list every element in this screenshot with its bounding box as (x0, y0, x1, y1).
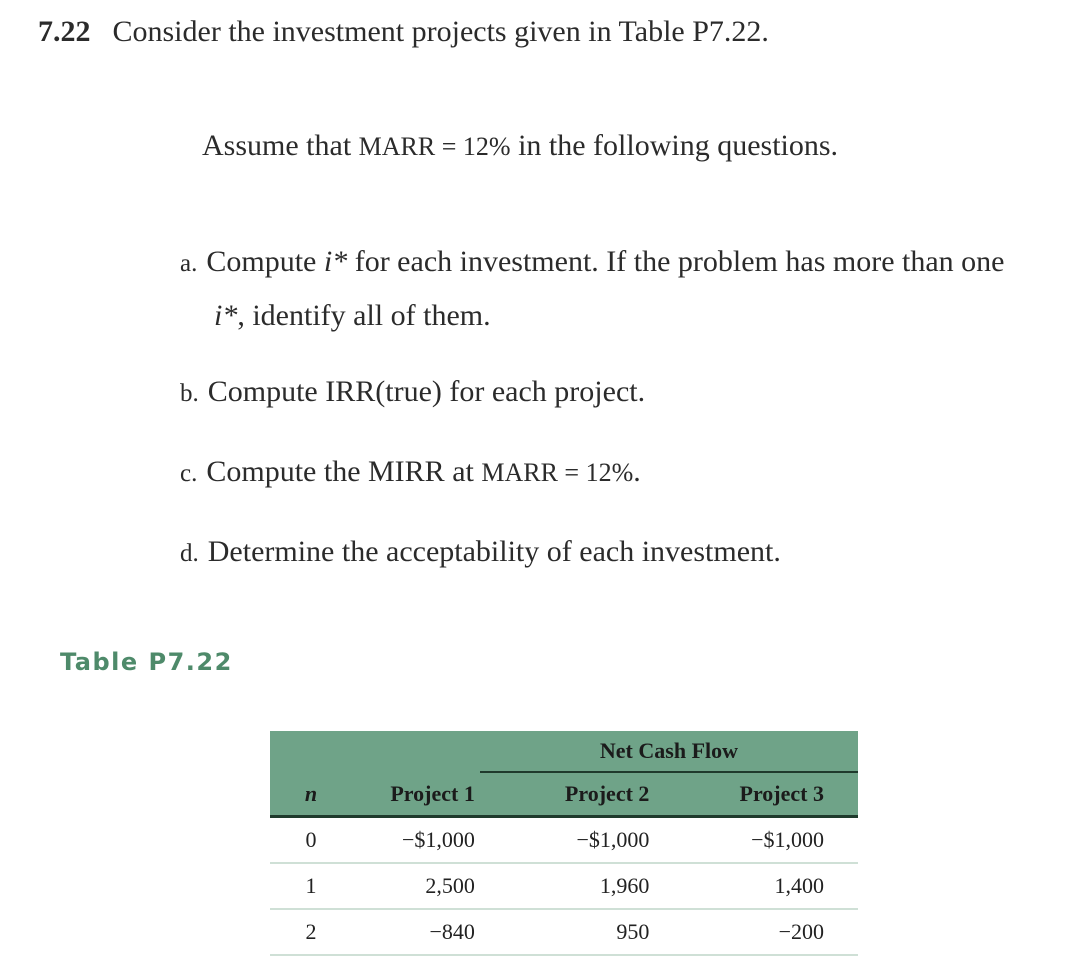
question-letter: d. (180, 540, 199, 567)
column-header-project-3: Project 3 (679, 773, 858, 817)
table-column-header-row (270, 773, 858, 817)
project-2-cell: −$1,000 (505, 817, 680, 864)
column-header-project-1: Project 1 (352, 773, 505, 817)
problem-statement: Consider the investment projects given in Table P7.22. (112, 15, 769, 48)
project-1-cell: 2,500 (352, 863, 505, 909)
problem-heading (38, 12, 769, 52)
table-row (270, 817, 858, 864)
question-text: Compute (206, 245, 324, 278)
period-cell: 0 (270, 817, 352, 864)
table-row (270, 909, 858, 955)
period-cell: 2 (270, 909, 352, 955)
assumption-line (202, 126, 838, 167)
column-header-n: n (270, 773, 352, 817)
project-3-cell: 1,400 (679, 863, 858, 909)
assumption-marr: MARR = 12% (358, 132, 511, 161)
question-letter: a. (180, 250, 198, 277)
empty-header-cell (270, 731, 352, 773)
net-cash-flow-header (352, 731, 858, 773)
question-text: , identify all of them. (237, 299, 491, 332)
question-text: for each investment. If the problem has more than one (347, 245, 1005, 278)
question-a (180, 236, 1004, 342)
project-3-cell: −200 (679, 909, 858, 955)
project-1-cell: −$1,000 (352, 817, 505, 864)
question-text: Determine the acceptability of each investment. (207, 535, 781, 568)
assumption-suffix: in the following questions. (510, 129, 839, 162)
irr-symbol: i* (323, 245, 348, 278)
question-text: Compute the MIRR at (206, 455, 482, 488)
question-text: . (633, 455, 641, 488)
table-row (270, 863, 858, 909)
problem-number: 7.22 (38, 15, 91, 48)
question-b (180, 366, 645, 420)
project-3-cell: −$1,000 (679, 817, 858, 864)
table-group-header-row (270, 731, 858, 773)
project-2-cell: 950 (505, 909, 680, 955)
project-1-cell: −840 (352, 909, 505, 955)
net-cash-flow-label: Net Cash Flow (480, 731, 858, 773)
question-marr: MARR = 12% (481, 458, 634, 487)
period-cell: 1 (270, 863, 352, 909)
question-d (180, 526, 781, 580)
assumption-prefix: Assume that (202, 129, 359, 162)
question-text: Compute IRR(true) for each project. (207, 375, 646, 408)
question-continuation (180, 290, 1004, 342)
question-c (180, 446, 641, 500)
table-caption: Table P7.22 (60, 648, 233, 676)
column-header-project-2: Project 2 (505, 773, 680, 817)
cash-flow-table (270, 731, 858, 956)
project-2-cell: 1,960 (505, 863, 680, 909)
question-letter: b. (180, 380, 199, 407)
question-letter: c. (180, 460, 198, 487)
irr-symbol: i* (214, 299, 238, 332)
